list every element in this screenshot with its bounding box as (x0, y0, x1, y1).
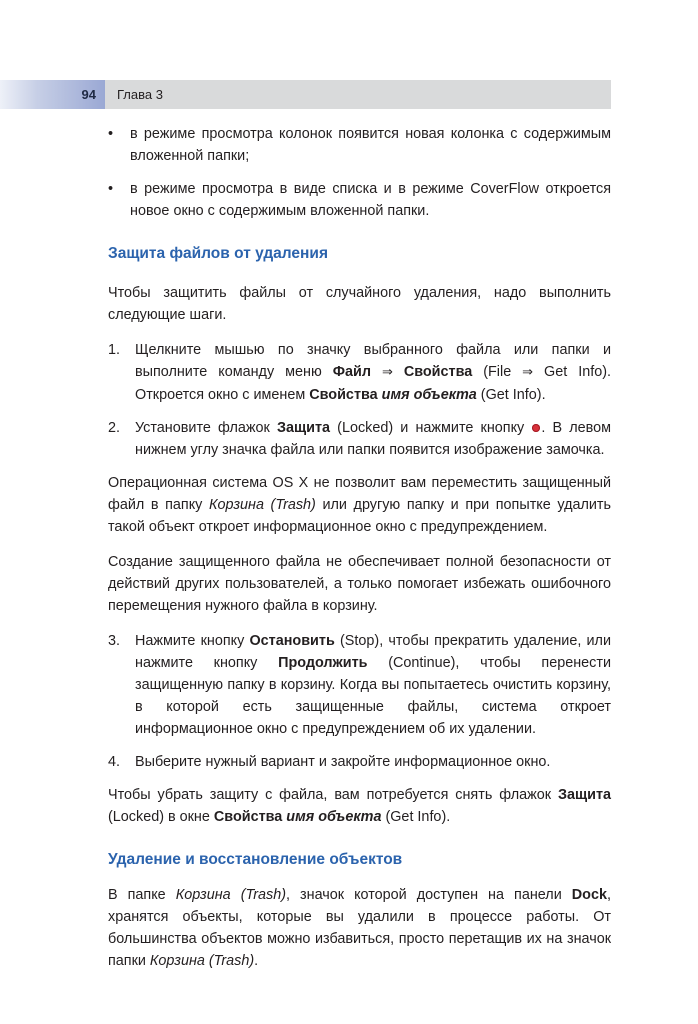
stop-button-label: Остановить (249, 633, 335, 649)
para-text: (Locked) в окне (108, 809, 214, 825)
bullet-text: в режиме просмотра колонок появится новая колонка с содержимым вложенной папки; (130, 126, 611, 164)
step-text: Щелкните мышью по значку выбранного файла или папки и выполните команду меню (135, 342, 611, 380)
bullet-icon: • (108, 126, 114, 142)
step-text: (Continue), чтобы перенести защищенную папку в корзину. Когда вы попытаетесь очистить корзину, в которой есть защищенные файлы, система откроет информационное окно с предупреждением об их удалении. (135, 655, 611, 737)
window-name-italic: имя объекта (286, 809, 382, 825)
paragraph: Создание защищенного файла не обеспечивает полной безопасности от действий других пользователей, а только помогает избежать ошибочного перемещения нужного файла в корзину. (108, 554, 611, 614)
section-heading-protect: Защита файлов от удаления (108, 245, 328, 262)
bullet-icon: • (108, 181, 114, 197)
bullet-item (108, 123, 611, 167)
step-text: . В левом нижнем углу значка файла или папки появится изображение замочка. (135, 420, 611, 458)
chapter-title: Глава 3 (117, 87, 163, 102)
dock-name: Dock (571, 887, 607, 903)
window-name: Свойства (213, 809, 283, 825)
intro-paragraph: Чтобы защитить файлы от случайного удаления, надо выполнить следующие шаги. (108, 285, 611, 323)
trash-folder-name: Корзина (Trash) (149, 953, 255, 969)
step-2 (108, 417, 611, 461)
step-text: Get Info). Откроется окно с именем (135, 364, 611, 403)
step-1 (108, 339, 611, 406)
para-text: или другую папку и при попытке удалить такой объект откроет информационное окно с предупреждением. (108, 497, 611, 535)
para-text: , хранятся объекты, которые вы удалили в процессе работы. От большинства объектов можно избавиться, просто перетащив их на значок папки (108, 887, 611, 969)
section-heading-delete-restore: Удаление и восстановление объектов (108, 851, 403, 868)
bullet-text: в режиме просмотра в виде списка и в режиме CoverFlow откроется новое окно с содержимым вложенной папки. (130, 181, 611, 219)
menu-file: Файл (332, 364, 371, 380)
step-text: (Get Info). (476, 387, 546, 403)
para-text: . (254, 953, 259, 969)
bullet-item (108, 178, 611, 222)
step-number: 4. (108, 754, 121, 770)
page-number-box (0, 80, 105, 109)
window-name: Свойства (309, 387, 378, 403)
checkbox-locked: Защита (276, 420, 331, 436)
step-text: Нажмите кнопку (135, 633, 250, 649)
step-3 (108, 630, 611, 740)
step-text: (File (472, 364, 523, 380)
step-4 (108, 751, 611, 773)
para-text: (Get Info). (381, 809, 451, 825)
para-text: , значок которой доступен на панели (286, 887, 572, 903)
continue-button-label: Продолжить (278, 655, 368, 671)
arrow-icon: ⇒ (522, 365, 534, 380)
step-number: 1. (108, 342, 121, 358)
paragraph (108, 472, 611, 538)
page-body (108, 123, 611, 972)
trash-folder-name: Корзина (Trash) (175, 887, 286, 903)
page-number: 94 (81, 87, 96, 102)
step-text: (Stop), чтобы прекратить удаление, или нажмите кнопку (135, 633, 611, 671)
para-text: Чтобы убрать защиту с файла, вам потребуется снять флажок (108, 787, 558, 803)
arrow-icon: ⇒ (381, 365, 393, 380)
checkbox-locked: Защита (557, 787, 611, 803)
trash-folder-name: Корзина (Trash) (209, 497, 316, 513)
step-number: 2. (108, 420, 121, 436)
para-text: В папке (108, 887, 176, 903)
paragraph (108, 884, 611, 972)
step-text: (Locked) и нажмите кнопку (330, 420, 532, 436)
paragraph (108, 784, 611, 828)
running-header (0, 80, 611, 109)
para-text: Операционная система OS X не позволит вам переместить защищенный файл в папку (108, 475, 611, 513)
close-button-icon (532, 424, 540, 432)
window-name-italic: имя объекта (381, 387, 477, 403)
step-text: Выберите нужный вариант и закройте информационное окно. (135, 754, 551, 770)
step-number: 3. (108, 633, 121, 649)
menu-properties: Свойства (403, 364, 473, 380)
step-text: Установите флажок (135, 420, 277, 436)
